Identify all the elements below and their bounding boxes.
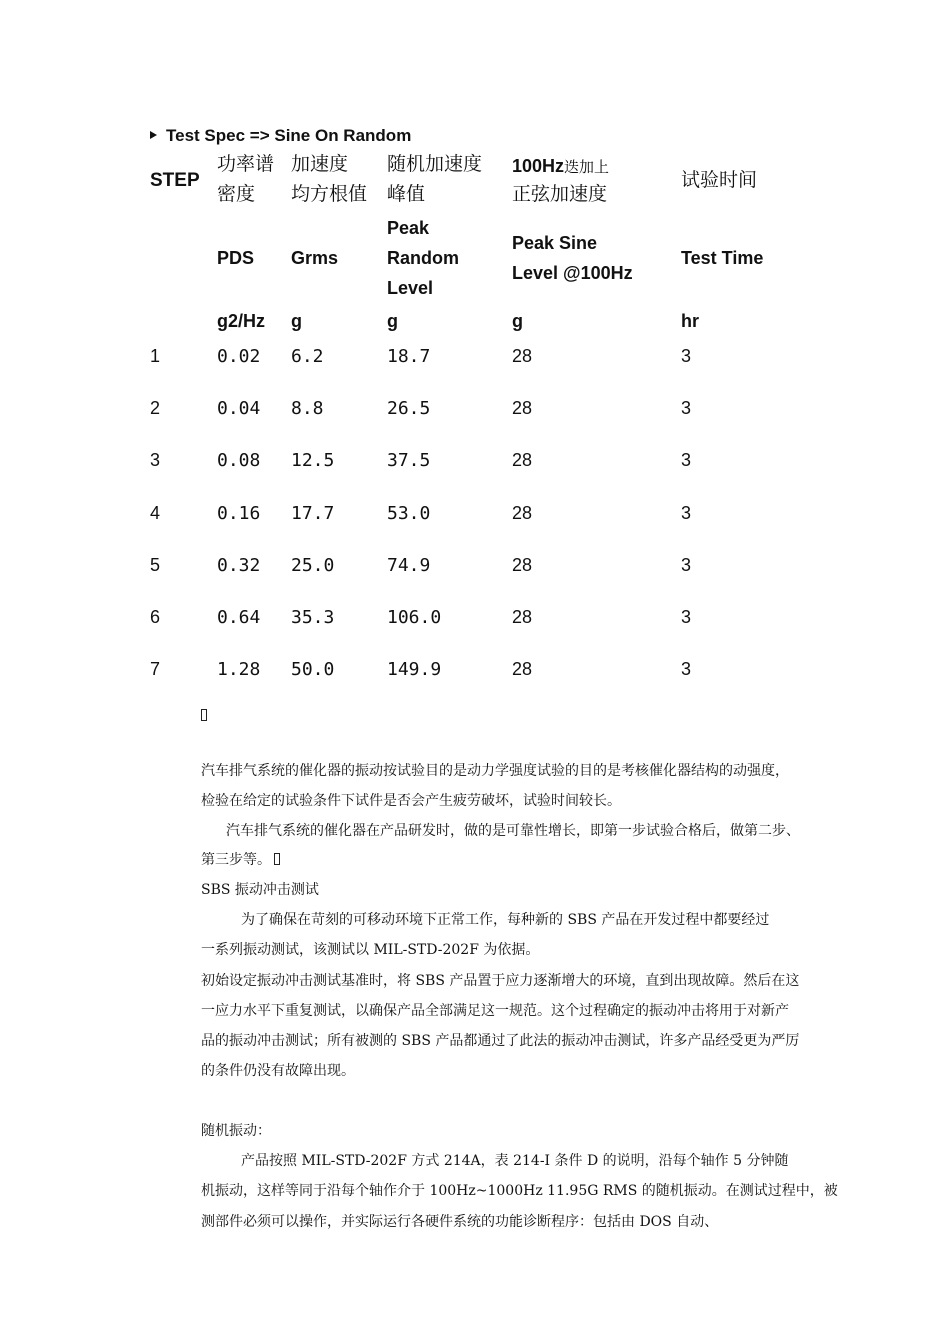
cell-grms: 8.8 (291, 398, 324, 419)
cell-time: 3 (681, 607, 692, 627)
cell-peak-sine: 28 (512, 503, 533, 523)
grms-en-header: Grms (291, 248, 339, 268)
placeholder-mark-icon (274, 853, 280, 865)
random-line3: 测部件必须可以操作，并实际运行各硬件系统的功能诊断程序：包括由 DOS 自动、 (201, 1214, 719, 1230)
cell-grms: 25.0 (291, 555, 335, 576)
bullet-triangle-icon (150, 131, 157, 139)
cell-step: 5 (150, 555, 161, 575)
cell-peak-sine: 28 (512, 398, 533, 418)
peak-sine-prefix: 100Hz (512, 156, 565, 176)
cell-pds: 0.02 (217, 346, 261, 367)
cell-time: 3 (681, 398, 692, 418)
cell-peak-random: 149.9 (387, 659, 442, 680)
cell-peak-random: 26.5 (387, 398, 431, 419)
step-header: STEP (150, 170, 200, 191)
cell-step: 7 (150, 659, 161, 679)
cell-peak-random: 37.5 (387, 450, 431, 471)
grms-zh-header-line1: 加速度 (291, 153, 349, 175)
sbs-title: SBS 振动冲击测试 (201, 882, 319, 898)
cell-grms: 6.2 (291, 346, 324, 367)
placeholder-mark-icon (201, 709, 207, 721)
peak-sine-zh-header-line2: 正弦加速度 (512, 183, 608, 205)
cell-time: 3 (681, 659, 692, 679)
p1-line2: 检验在给定的试验条件下试件是否会产生疲劳破坏，试验时间较长。 (201, 793, 621, 809)
pds-zh-header-line2: 密度 (217, 183, 256, 205)
cell-time: 3 (681, 503, 692, 523)
peak-random-zh-header-line1: 随机加速度 (387, 153, 483, 175)
cell-peak-random: 18.7 (387, 346, 431, 367)
peak-random-en-header-line2: Random (387, 248, 459, 268)
pds-en-header: PDS (217, 248, 255, 268)
cell-grms: 35.3 (291, 607, 335, 628)
pds-zh-header-line1: 功率谱 (217, 153, 275, 175)
cell-grms: 17.7 (291, 503, 335, 524)
section-heading (150, 126, 411, 146)
test-time-unit: hr (681, 311, 699, 331)
peak-random-en-header-line1: Peak (387, 218, 430, 238)
grms-zh-header-line2: 均方根值 (291, 183, 368, 205)
cell-step: 2 (150, 398, 161, 418)
cell-pds: 0.16 (217, 503, 261, 524)
cell-peak-sine: 28 (512, 450, 533, 470)
test-time-zh-header: 试验时间 (681, 169, 758, 191)
sbs-line1: 为了确保在苛刻的可移动环境下正常工作，每种新的 SBS 产品在开发过程中都要经过 (241, 912, 770, 928)
peak-sine-en-header-line1: Peak Sine (512, 233, 598, 253)
peak-sine-zh-suffix: 迭加上 (564, 158, 610, 176)
sbs-line6: 的条件仍没有故障出现。 (201, 1063, 355, 1079)
cell-time: 3 (681, 346, 692, 366)
peak-sine-en-header-line2: Level @100Hz (512, 263, 633, 283)
pds-unit: g2/Hz (217, 311, 266, 331)
cell-grms: 50.0 (291, 659, 335, 680)
peak-sine-unit: g (512, 311, 523, 331)
cell-pds: 0.64 (217, 607, 261, 628)
cell-peak-sine: 28 (512, 607, 533, 627)
cell-step: 4 (150, 503, 161, 523)
cell-pds: 0.08 (217, 450, 261, 471)
peak-random-unit: g (387, 311, 398, 331)
p2-line2 (201, 850, 277, 870)
cell-peak-random: 53.0 (387, 503, 431, 524)
cell-time: 3 (681, 555, 692, 575)
cell-step: 1 (150, 346, 161, 366)
cell-grms: 12.5 (291, 450, 335, 471)
cell-pds: 0.04 (217, 398, 261, 419)
cell-peak-sine: 28 (512, 555, 533, 575)
cell-step: 3 (150, 450, 161, 470)
sbs-line3: 初始设定振动冲击测试基准时，将 SBS 产品置于应力逐渐增大的环境，直到出现故障。然后在这 (201, 973, 800, 989)
p2-line1: 汽车排气系统的催化器在产品研发时，做的是可靠性增长，即第一步试验合格后，做第二步、 (226, 823, 800, 839)
sbs-line4: 一应力水平下重复测试，以确保产品全部满足这一规范。这个过程确定的振动冲击将用于对新产 (201, 1003, 789, 1019)
p2-line2-text: 第三步等。 (201, 852, 271, 868)
random-title: 随机振动： (201, 1123, 271, 1139)
cell-peak-random: 74.9 (387, 555, 431, 576)
cell-step: 6 (150, 607, 161, 627)
cell-peak-random: 106.0 (387, 607, 442, 628)
grms-unit: g (291, 311, 302, 331)
p1-line1: 汽车排气系统的催化器的振动按试验目的是动力学强度试验的目的是考核催化器结构的动强度， (201, 763, 789, 779)
random-line1: 产品按照 MIL-STD-202F 方式 214A，表 214-I 条件 D 的说明，沿每个轴作 5 分钟随 (241, 1153, 789, 1169)
sbs-line5: 品的振动冲击测试；所有被测的 SBS 产品都通过了此法的振动冲击测试，许多产品经受更为严厉 (201, 1033, 800, 1049)
peak-random-zh-header-line2: 峰值 (387, 183, 426, 205)
sbs-line2: 一系列振动测试，该测试以 MIL-STD-202F 为依据。 (201, 942, 540, 958)
cell-time: 3 (681, 450, 692, 470)
test-time-en-header: Test Time (681, 248, 764, 268)
cell-pds: 0.32 (217, 555, 261, 576)
cell-peak-sine: 28 (512, 346, 533, 366)
cell-pds: 1.28 (217, 659, 261, 680)
cell-peak-sine: 28 (512, 659, 533, 679)
random-line2: 机振动，这样等同于沿每个轴作介于 100Hz~1000Hz 11.95G RMS 的随机振动。在测试过程中，被 (201, 1183, 838, 1199)
heading-text: Test Spec => Sine On Random (166, 126, 412, 145)
peak-random-en-header-line3: Level (387, 278, 434, 298)
peak-sine-zh-header-line1 (512, 151, 609, 182)
